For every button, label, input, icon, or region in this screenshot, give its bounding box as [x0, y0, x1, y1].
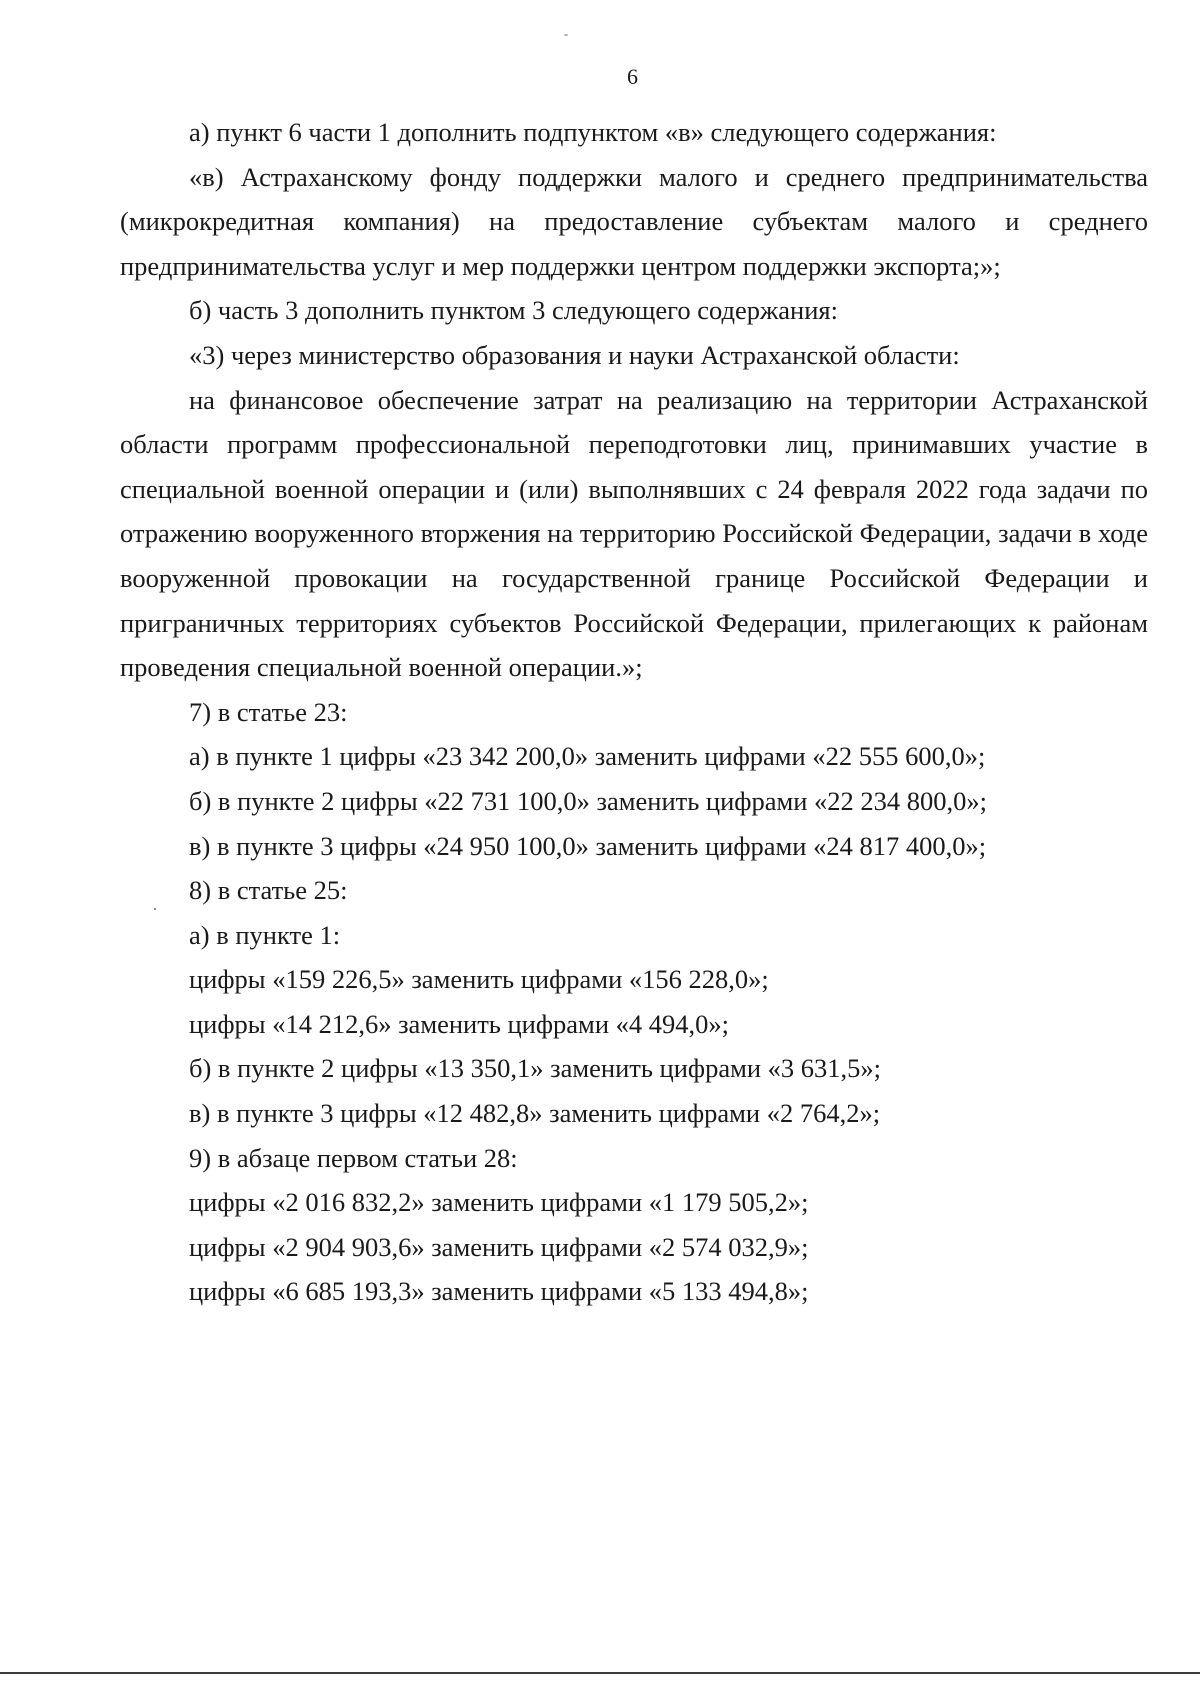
paragraph: а) в пункте 1 цифры «23 342 200,0» заменить цифрами «22 555 600,0»;	[189, 741, 986, 772]
page-number: 6	[627, 64, 638, 89]
paragraph: 9) в абзаце первом статьи 28:	[189, 1142, 518, 1173]
scan-dot	[154, 908, 156, 910]
paragraph: цифры «14 212,6» заменить цифрами «4 494,0»;	[189, 1008, 729, 1039]
paragraph: цифры «159 226,5» заменить цифрами «156 228,0»;	[189, 964, 769, 995]
paragraph: цифры «6 685 193,3» заменить цифрами «5 133 494,8»;	[189, 1276, 809, 1307]
paragraph: в) в пункте 3 цифры «12 482,8» заменить цифрами «2 764,2»;	[189, 1098, 881, 1129]
paragraph: а) в пункте 1:	[189, 919, 341, 950]
paragraph: б) в пункте 2 цифры «13 350,1» заменить цифрами «3 631,5»;	[189, 1053, 882, 1084]
paragraph: «в) Астраханскому фонду поддержки малого и среднего предпринимательства (микрокредитная компания) на предоставление субъектам малого и среднего предпринимательства услуг и мер поддержки центром поддержки экспорта;»;	[120, 161, 1148, 281]
scan-speck	[564, 34, 568, 36]
paragraph: цифры «2 904 903,6» заменить цифрами «2 574 032,9»;	[189, 1231, 809, 1262]
paragraph: «3) через министерство образования и науки Астраханской области:	[189, 339, 960, 370]
paragraph: 8) в статье 25:	[189, 875, 348, 906]
paragraph: в) в пункте 3 цифры «24 950 100,0» заменить цифрами «24 817 400,0»;	[189, 830, 987, 861]
paragraph: 7) в статье 23:	[189, 696, 348, 727]
document-body	[120, 110, 1148, 1314]
paragraph: б) в пункте 2 цифры «22 731 100,0» заменить цифрами «22 234 800,0»;	[189, 785, 988, 816]
paragraph: б) часть 3 дополнить пунктом 3 следующего содержания:	[189, 295, 838, 326]
paragraph: цифры «2 016 832,2» заменить цифрами «1 179 505,2»;	[189, 1187, 809, 1218]
paragraph: на финансовое обеспечение затрат на реализацию на территории Астраханской области программ профессиональной переподготовки лиц, принимавших участие в специальной военной операции и (или) выполнявших с 24 февраля 2022 года задачи по отражению вооруженного вторжения на территорию Российской Федерации, задачи в ходе вооруженной провокации на государственной границе Российской Федерации и приграничных территориях субъектов Российской Федерации, прилегающих к районам проведения специальной военной операции.»;	[120, 384, 1148, 683]
bottom-rule	[0, 1672, 1200, 1674]
paragraph: а) пункт 6 части 1 дополнить подпунктом «в» следующего содержания:	[189, 117, 997, 147]
